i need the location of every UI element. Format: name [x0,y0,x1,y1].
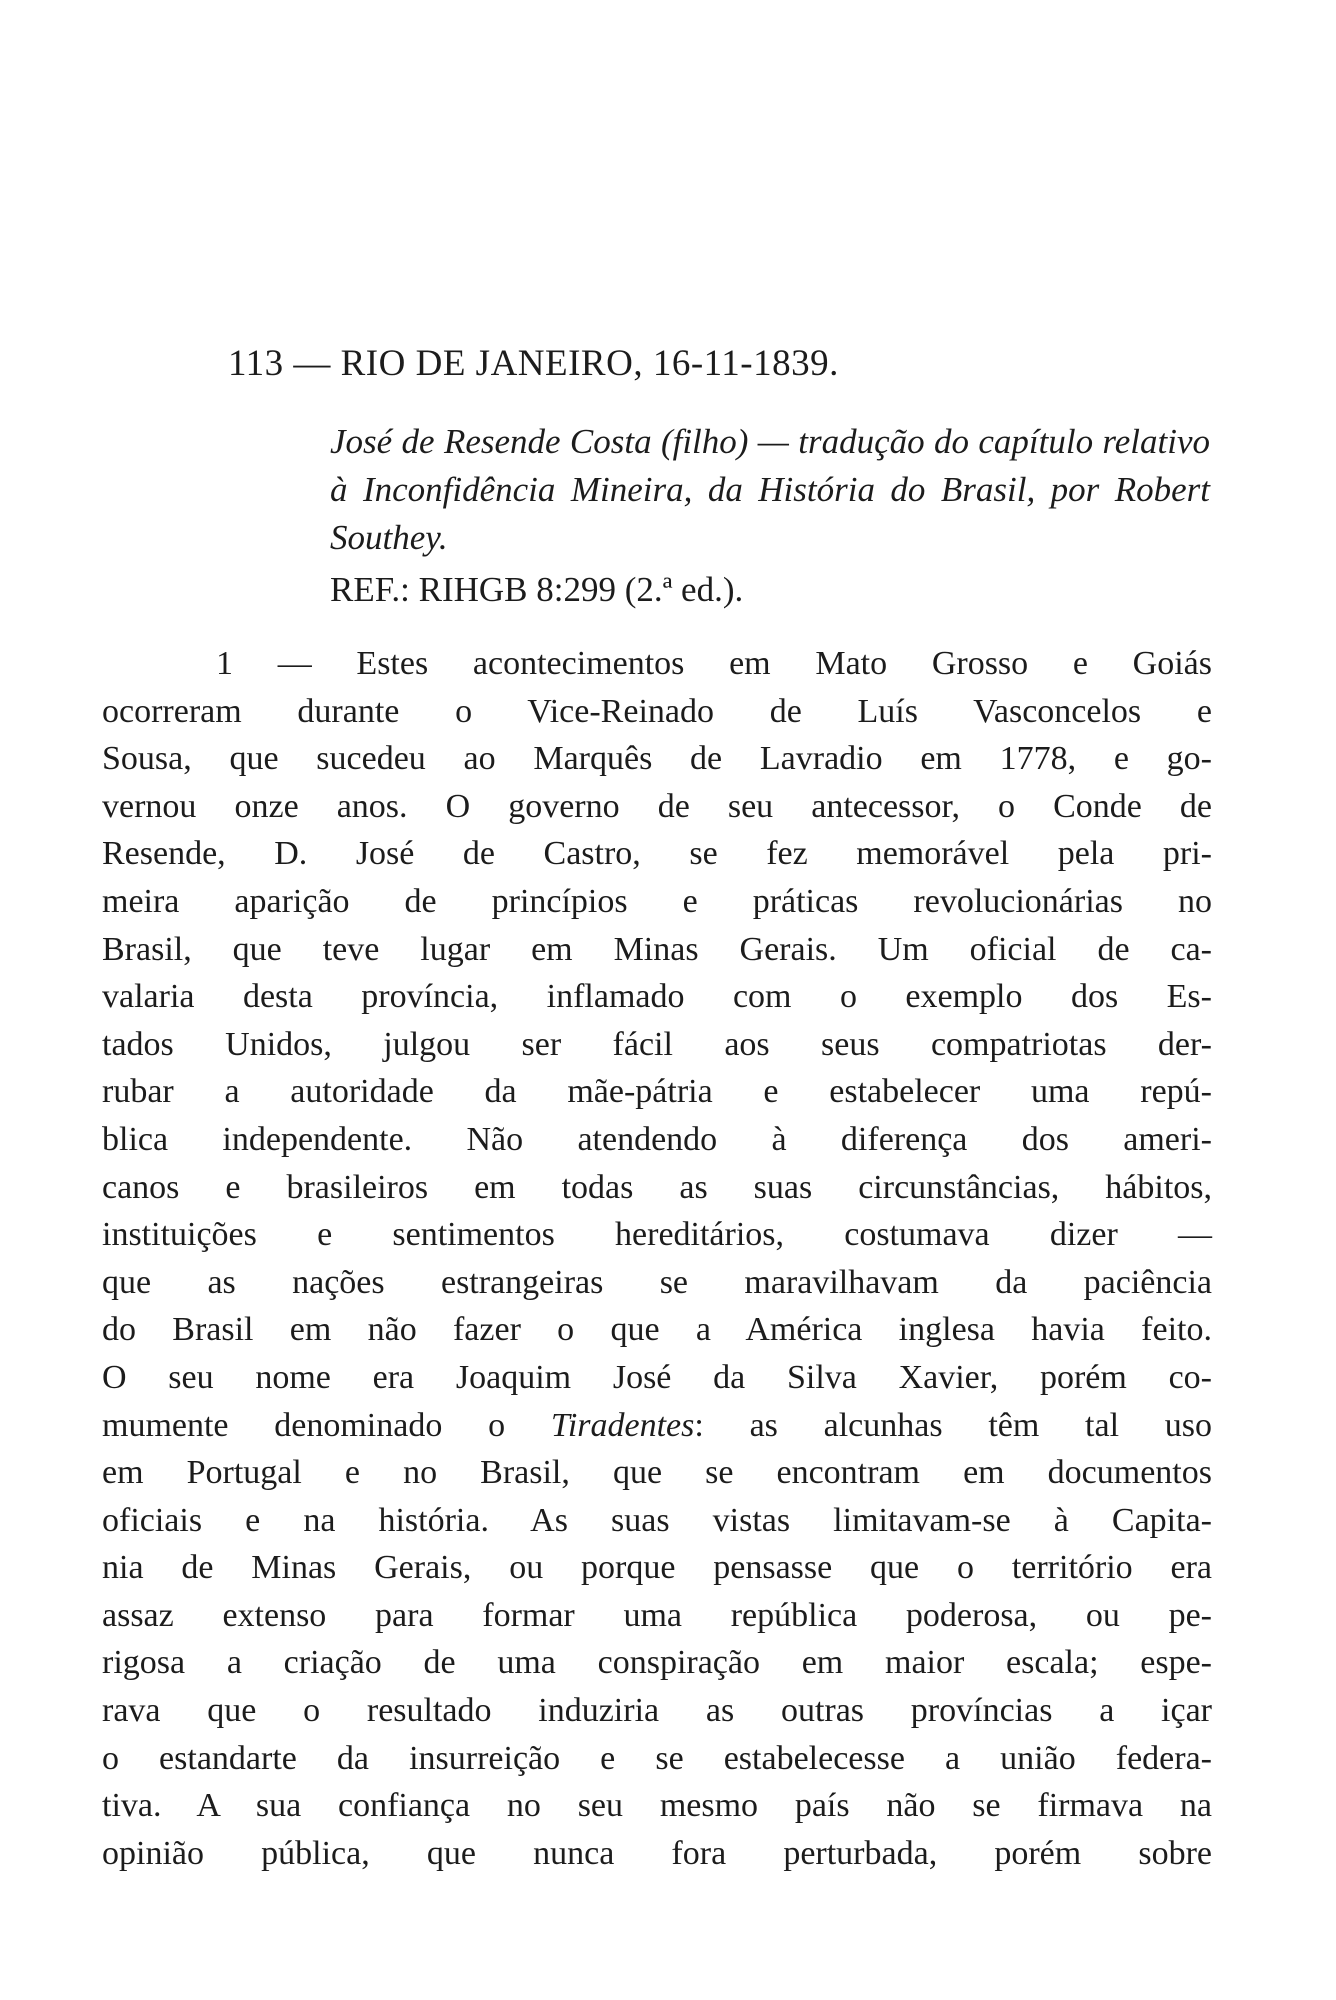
text-line: blica independente. Não atendendo à diferença dos ameri- [102,1120,1212,1158]
entry-reference: REF.: RIHGB 8:299 (2.ª ed.). [330,570,744,609]
text-line: tados Unidos, julgou ser fácil aos seus compatriotas der- [102,1025,1212,1063]
text-line: Sousa, que sucedeu ao Marquês de Lavradio em 1778, e go- [102,740,1212,778]
text-line: 1 — Estes acontecimentos em Mato Grosso e Goiás [216,645,1212,682]
text-line: canos e brasileiros em todas as suas circunstâncias, hábitos, [102,1168,1212,1206]
text-line: ocorreram durante o Vice-Reinado de Luís Vasconcelos e [102,692,1212,730]
text-line: rigosa a criação de uma conspiração em maior escala; espe- [102,1644,1212,1682]
text-line: oficiais e na história. As suas vistas limitavam-se à Capita- [102,1501,1212,1539]
text-line: o estandarte da insurreição e se estabelecesse a união federa- [102,1739,1212,1777]
text-line: tiva. A sua confiança no seu mesmo país não se firmava na [102,1787,1212,1825]
text-line: mumente denominado o Tiradentes: as alcunhas têm tal uso [102,1406,1212,1444]
text-line: O seu nome era Joaquim José da Silva Xavier, porém co- [102,1358,1212,1396]
entry-subtitle: José de Resende Costa (filho) — tradução do capítulo relativo à Inconfidência Mineira, da História do Brasil, por Robert Southey. [330,422,1210,557]
text-line: assaz extenso para formar uma república poderosa, ou pe- [102,1596,1212,1634]
text-line: opinião pública, que nunca fora perturbada, porém sobre [102,1834,1212,1872]
text-line: nia de Minas Gerais, ou porque pensasse que o território era [102,1549,1212,1587]
entry-heading: 113 — RIO DE JANEIRO, 16-11-1839. [228,343,839,384]
text-line: rava que o resultado induziria as outras províncias a içar [102,1692,1212,1730]
text-line: Resende, D. José de Castro, se fez memorável pela pri- [102,835,1212,873]
text-line: em Portugal e no Brasil, que se encontram em documentos [102,1454,1212,1492]
text-line: meira aparição de princípios e práticas revolucionárias no [102,882,1212,920]
text-line: rubar a autoridade da mãe-pátria e estabelecer uma repú- [102,1073,1212,1111]
text-line: do Brasil em não fazer o que a América inglesa havia feito. [102,1311,1212,1349]
text-line: instituições e sentimentos hereditários, costumava dizer — [102,1216,1212,1254]
text-line: valaria desta província, inflamado com o exemplo dos Es- [102,978,1212,1016]
text-line: Brasil, que teve lugar em Minas Gerais. Um oficial de ca- [102,930,1212,968]
text-line: vernou onze anos. O governo de seu antecessor, o Conde de [102,787,1212,825]
text-line: que as nações estrangeiras se maravilhavam da paciência [102,1263,1212,1301]
body-paragraph [102,640,1212,1877]
nickname-emphasis: Tiradentes [550,1406,695,1444]
